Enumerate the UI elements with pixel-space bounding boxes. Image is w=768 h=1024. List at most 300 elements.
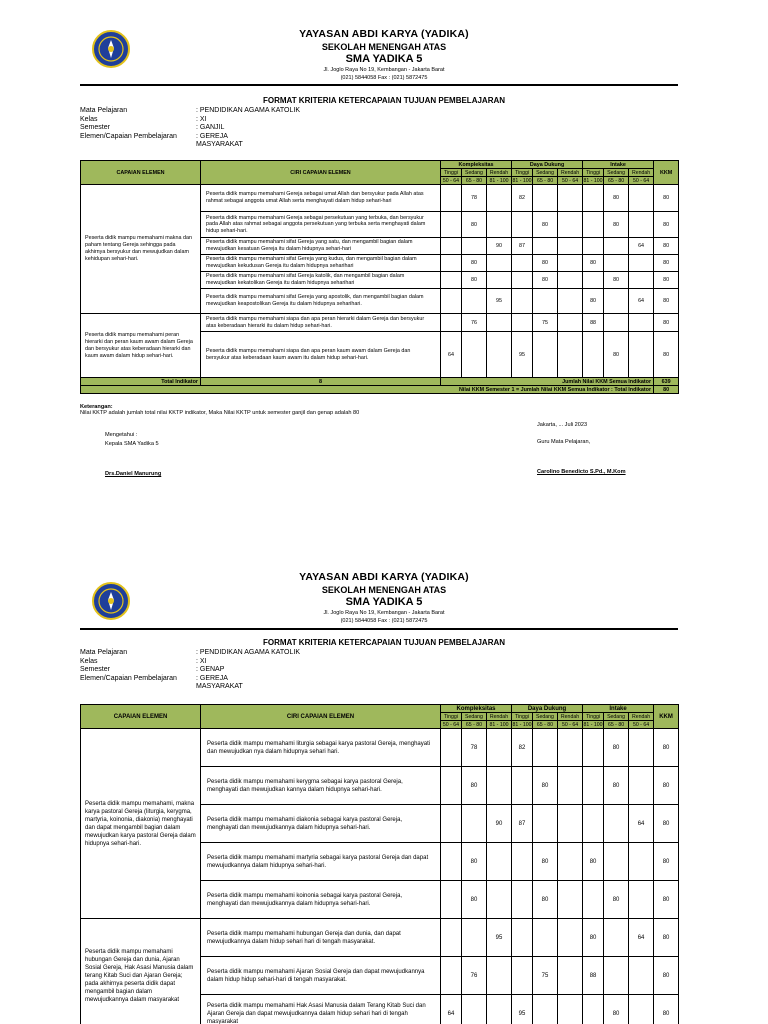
school-phone: (021) 5844058 Fax : (021) 5872475	[340, 75, 428, 81]
level-header: Rendah	[487, 713, 512, 721]
kkm-value-cell: 80	[654, 805, 679, 843]
range-header: 50 - 64	[558, 721, 583, 729]
meta-row	[80, 133, 496, 142]
level-header: Tinggi	[512, 713, 533, 721]
header-kompleksitas: Kompleksitas	[441, 705, 512, 713]
score-cell	[512, 843, 533, 881]
score-cell	[558, 805, 583, 843]
range-header: 65 - 80	[604, 721, 629, 729]
score-cell	[604, 805, 629, 843]
score-cell	[629, 767, 654, 805]
header-intake: Intake	[583, 705, 654, 713]
notes-text: Nilai KKTP adalah jumlah total nilai KKTP indikator, Maka Nilai KKTP untuk semester ganjil dan genap adalah 80	[80, 410, 360, 416]
score-cell	[604, 957, 629, 995]
meta-value: : XI	[196, 657, 207, 665]
meta-label: Elemen/Capaian Pembelajaran	[80, 132, 177, 140]
score-cell: 80	[604, 729, 629, 767]
score-cell	[441, 289, 462, 314]
meta-row	[80, 666, 496, 675]
score-cell: 82	[512, 185, 533, 212]
score-cell	[462, 332, 487, 378]
kkm-value-cell: 80	[654, 995, 679, 1024]
ciri-capaian-cell: Peserta didik mampu memahami sifat Gereja yang apostolik, dan mengambil bagian dalam mewujudkan keapostolikan Gereja itu dalam hidupnya seharihari.	[201, 289, 441, 314]
level-header: Tinggi	[583, 713, 604, 721]
total-indicator-label: Total Indikator	[81, 378, 201, 386]
score-cell	[487, 314, 512, 332]
range-header: 81 - 100	[583, 177, 603, 184]
level-header: Sedang	[462, 169, 487, 177]
form-title: FORMAT KRITERIA KETERCAPAIAN TUJUAN PEMBELAJARAN	[262, 96, 506, 105]
meta-value: : PENDIDIKAN AGAMA KATOLIK	[196, 649, 300, 656]
kkm-value-cell: 80	[654, 957, 679, 995]
score-cell: 78	[462, 185, 487, 212]
score-cell	[558, 314, 583, 332]
score-cell	[629, 185, 654, 212]
letterhead	[0, 28, 768, 81]
meta-label: Semester	[80, 666, 110, 674]
ciri-capaian-cell: Peserta didik mampu memahami sifat Gereja katolik, dan mengambil bagian dalam mewujudkan kekatolikan Gereja itu dalam hidupnya seharihari	[201, 272, 441, 289]
meta-row	[80, 683, 496, 692]
score-cell	[604, 255, 629, 272]
score-cell: 64	[629, 289, 654, 314]
notes-title: Keterangan:	[80, 404, 113, 410]
score-cell	[558, 729, 583, 767]
kkm-value-cell: 80	[654, 843, 679, 881]
semester-kkm-label: Nilai KKM Semester 1 = Jumlah Nilai KKM Semua Indikator : Total Indikator	[81, 386, 654, 394]
score-cell	[512, 919, 533, 957]
score-cell: 76	[462, 957, 487, 995]
score-cell	[512, 255, 533, 272]
range-header: 65 - 80	[533, 177, 558, 185]
kkm-value-cell: 80	[654, 729, 679, 767]
score-cell	[441, 805, 462, 843]
school-address: Jl. Joglo Raya No 19, Kembangan - Jakarta Barat	[323, 610, 445, 616]
score-cell	[558, 255, 583, 272]
meta-value: : GEREJA	[196, 674, 228, 682]
score-cell	[487, 957, 512, 995]
score-cell: 76	[462, 314, 487, 332]
meta-label: Mata Pelajaran	[80, 649, 128, 656]
school-address: Jl. Joglo Raya No 19, Kembangan - Jakarta Barat	[323, 67, 445, 73]
score-cell	[512, 314, 533, 332]
range-header: 65 - 80	[462, 721, 487, 729]
school-level: SEKOLAH MENENGAH ATAS	[321, 585, 447, 595]
teacher-name: Carolino Benedicto S.Pd., M.Kom	[537, 469, 626, 475]
level-header: Rendah	[558, 713, 583, 721]
score-cell	[558, 185, 583, 212]
score-cell	[629, 255, 654, 272]
score-cell	[558, 332, 583, 378]
score-cell	[487, 185, 512, 212]
meta-value: : GEREJA	[196, 132, 228, 140]
score-cell: 88	[583, 314, 604, 332]
score-cell	[533, 729, 558, 767]
score-cell	[441, 272, 462, 289]
score-cell: 87	[512, 805, 533, 843]
score-cell	[441, 212, 462, 238]
ciri-capaian-cell: Peserta didik mampu memahami diakonia sebagai karya pastoral Gereja, menghayati dan mewujudkannya dalam hidupnya sehari-hari.	[201, 805, 441, 843]
capaian-elemen-cell: Peserta didik mampu memahami makna dan paham tentang Gereja sehingga pada akhirnya bersyukur dan mewujudkan dalam kehidupan sehari-hari.	[81, 185, 201, 314]
score-cell: 64	[441, 332, 462, 378]
range-header: 81 - 100	[512, 177, 532, 184]
score-cell	[604, 843, 629, 881]
meta-row	[80, 107, 496, 116]
level-header: Sedang	[604, 713, 629, 721]
score-cell: 87	[512, 238, 533, 255]
score-cell	[487, 767, 512, 805]
meta-label	[80, 141, 196, 150]
kkm-value-cell: 80	[654, 289, 679, 314]
meta-value: MASYARAKAT	[196, 683, 243, 691]
score-cell	[462, 919, 487, 957]
foundation-name: YAYASAN ABDI KARYA (YADIKA)	[299, 28, 469, 40]
score-cell	[487, 995, 512, 1024]
score-cell: 80	[583, 843, 604, 881]
ciri-capaian-cell: Peserta didik mampu memahami Gereja sebagai umat Allah dan bersyukur pada Allah atas rahmat sebagai anggota umat Allah serta menghayati dalam hidup sehari-hari	[201, 185, 441, 212]
score-cell	[583, 238, 604, 255]
meta-label: Semester	[80, 124, 110, 132]
score-cell	[558, 767, 583, 805]
level-header: Tinggi	[512, 169, 533, 177]
header-divider	[80, 84, 678, 86]
level-header: Rendah	[487, 169, 512, 177]
ciri-capaian-cell: Peserta didik mampu memahami Hak Asasi Manusia dalam Terang Kitab Suci dan Ajaran Gereja dan dapat mewujudkannya dalam hidup sehari hari di tengah masyarakat	[201, 995, 441, 1024]
kkm-value-cell: 80	[654, 881, 679, 919]
score-cell	[533, 995, 558, 1024]
level-header: Tinggi	[441, 713, 462, 721]
score-cell	[583, 767, 604, 805]
score-cell: 95	[487, 919, 512, 957]
level-header: Sedang	[533, 169, 558, 177]
score-cell	[629, 881, 654, 919]
level-header: Rendah	[629, 713, 654, 721]
score-cell	[533, 238, 558, 255]
score-cell: 80	[583, 255, 604, 272]
header-kkm: KKM	[654, 161, 679, 185]
score-cell	[487, 272, 512, 289]
score-cell	[583, 212, 604, 238]
range-header: 81 - 100	[487, 177, 512, 185]
capaian-elemen-cell: Peserta didik mampu memahami hubungan Gereja dan dunia, Ajaran Sosial Gereja, Hak Asasi Manusia dalam terang Kitab Suci dan Ajaran Gereja; pada akhirnya peserta didik dapat mengambil bagian dalam mewujudkannya dalam masyarakat	[81, 919, 201, 1024]
score-cell: 64	[629, 805, 654, 843]
score-cell: 80	[604, 212, 629, 238]
score-cell	[441, 881, 462, 919]
range-header: 65 - 80	[533, 721, 558, 729]
score-cell	[462, 289, 487, 314]
header-daya-dukung: Daya Dukung	[512, 161, 583, 169]
range-header: 50 - 64	[441, 177, 462, 185]
score-cell	[487, 729, 512, 767]
kkm-table	[80, 160, 679, 394]
score-cell	[462, 238, 487, 255]
range-header: 50 - 64	[629, 721, 654, 729]
meta-label: Kelas	[80, 115, 98, 123]
score-cell	[441, 238, 462, 255]
ciri-capaian-cell: Peserta didik mampu memahami martyria sebagai karya pastoral Gereja dan dapat mewujudkannya dalam hidupnya sehari-hari.	[201, 843, 441, 881]
score-cell	[583, 185, 604, 212]
meta-label	[80, 683, 196, 692]
ciri-capaian-cell: Peserta didik mampu memahami Ajaran Sosial Gereja dan dapat mewujudkannya dalam hidup hidup sehari-hari di tengah masyarakat.	[201, 957, 441, 995]
score-cell	[558, 212, 583, 238]
score-cell: 64	[629, 919, 654, 957]
score-cell: 95	[487, 289, 512, 314]
ciri-capaian-cell: Peserta didik mampu memahami Gereja sebagai persekutuan yang terbuka, dan bersyukur pada Allah atas rahmat sebagai anggota persekutuan yang terbuka serta menghayati dalam hidup sehari-hari.	[201, 212, 441, 238]
subject-metadata	[80, 649, 496, 692]
header-kompleksitas: Kompleksitas	[441, 161, 512, 169]
score-cell	[462, 995, 487, 1024]
score-cell	[533, 185, 558, 212]
header-capaian: CAPAIAN ELEMEN	[81, 161, 201, 185]
kkm-value-cell: 80	[654, 332, 679, 378]
level-header: Sedang	[533, 713, 558, 721]
meta-label: Kelas	[80, 657, 98, 665]
score-cell	[487, 881, 512, 919]
meta-value: : GENAP	[196, 666, 225, 674]
score-cell	[441, 843, 462, 881]
ciri-capaian-cell: Peserta didik mampu memahami sifat Gereja yang satu, dan mengambil bagian dalam mewujudkan kesatuan Gereja itu dalam hidupnya sehari-hari	[201, 238, 441, 255]
range-header: 81 - 100	[583, 721, 603, 728]
score-cell	[604, 289, 629, 314]
score-cell	[512, 767, 533, 805]
header-daya-dukung: Daya Dukung	[512, 705, 583, 713]
meta-row	[80, 658, 496, 667]
score-cell: 80	[604, 767, 629, 805]
ciri-capaian-cell: Peserta didik mampu memahami sifat Gereja yang kudus, dan mengambil bagian dalam mewujudkan kekudusan Gereja itu dalam hidupnya seharihari	[201, 255, 441, 272]
ciri-capaian-cell: Peserta didik mampu memahami koinonia sebagai karya pastoral Gereja, menghayati dan mewujudkannya dalam hidupnya sehari-hari.	[201, 881, 441, 919]
score-cell	[487, 332, 512, 378]
score-cell	[558, 238, 583, 255]
score-cell	[629, 729, 654, 767]
score-cell	[487, 212, 512, 238]
table-row	[81, 185, 679, 212]
score-cell: 80	[462, 272, 487, 289]
score-cell: 75	[533, 314, 558, 332]
meta-row	[80, 649, 496, 658]
score-cell	[441, 185, 462, 212]
capaian-elemen-cell: Peserta didik mampu memahami peran hierarki dan peran kaum awam dalam Gereja dan bersyukur atas keberadaan hierarki dan kaum awam dalam hidup sehari-hari.	[81, 314, 201, 378]
signing-date: Jakarta, ... Juli 2023	[537, 422, 588, 428]
meta-label: Elemen/Capaian Pembelajaran	[80, 674, 177, 682]
score-cell	[583, 729, 604, 767]
header-intake: Intake	[583, 161, 654, 169]
score-cell	[629, 957, 654, 995]
score-cell: 80	[462, 881, 487, 919]
meta-value: : GANJIL	[196, 124, 225, 132]
score-cell: 80	[604, 332, 629, 378]
range-header: 65 - 80	[604, 177, 629, 185]
score-cell	[629, 314, 654, 332]
score-cell	[629, 272, 654, 289]
meta-row	[80, 116, 496, 125]
score-cell: 64	[441, 995, 462, 1024]
score-cell: 80	[604, 881, 629, 919]
table-row	[81, 919, 679, 957]
score-cell	[558, 881, 583, 919]
teacher-signature	[537, 422, 626, 475]
kkm-value-cell: 80	[654, 212, 679, 238]
kkm-table	[80, 704, 679, 1024]
meta-value: MASYARAKAT	[196, 141, 243, 149]
capaian-elemen-cell: Peserta didik mampu memahami, makna karya pastoral Gereja (liturgia, kerygma, martyria, koinonia, diakonia) menghayati dan dapat mengambil bagian dalam mewujudkan karya pastoral Gereja dalam hidupnya sehari-hari.	[81, 729, 201, 919]
principal-ack: Mengetahui :	[105, 432, 138, 438]
header-ciri: CIRI CAPAIAN ELEMEN	[201, 705, 441, 729]
score-cell	[629, 843, 654, 881]
score-cell	[583, 881, 604, 919]
score-cell: 82	[512, 729, 533, 767]
score-cell	[583, 805, 604, 843]
principal-signature	[105, 432, 161, 477]
score-cell: 80	[604, 272, 629, 289]
level-header: Sedang	[604, 169, 629, 177]
score-cell: 80	[604, 995, 629, 1024]
score-cell: 95	[512, 995, 533, 1024]
ciri-capaian-cell: Peserta didik mampu memahami kerygma sebagai karya pastoral Gereja, menghayati dan mewujudkan kannya dalam hidupnya sehari-hari.	[201, 767, 441, 805]
score-cell	[512, 957, 533, 995]
score-cell: 88	[583, 957, 604, 995]
range-header: 50 - 64	[441, 721, 462, 729]
score-cell: 80	[604, 185, 629, 212]
score-cell	[512, 272, 533, 289]
kkm-value-cell: 80	[654, 238, 679, 255]
school-level: SEKOLAH MENENGAH ATAS	[321, 42, 447, 52]
notes	[80, 404, 359, 416]
level-header: Rendah	[558, 169, 583, 177]
score-cell: 80	[462, 767, 487, 805]
score-cell	[512, 212, 533, 238]
ciri-capaian-cell: Peserta didik mampu memahami siapa dan apa peran kaum awam dalam Gereja dan bersyukur atas keberadaan kaum awam itu dalam hidup sehari-hari.	[201, 332, 441, 378]
foundation-name: YAYASAN ABDI KARYA (YADIKA)	[299, 571, 469, 583]
score-cell	[583, 995, 604, 1024]
school-name: SMA YADIKA 5	[345, 596, 423, 608]
range-header: 50 - 64	[558, 177, 583, 185]
document-page-2	[0, 540, 768, 1024]
score-cell: 64	[629, 238, 654, 255]
score-cell: 78	[462, 729, 487, 767]
level-header: Tinggi	[583, 169, 604, 177]
score-cell: 80	[533, 881, 558, 919]
level-header: Sedang	[462, 713, 487, 721]
score-cell	[558, 843, 583, 881]
school-phone: (021) 5844058 Fax : (021) 5872475	[340, 618, 428, 624]
kkm-value-cell: 80	[654, 185, 679, 212]
kkm-value-cell: 80	[654, 272, 679, 289]
meta-row	[80, 675, 496, 684]
score-cell: 95	[512, 332, 533, 378]
score-cell	[487, 843, 512, 881]
form-title: FORMAT KRITERIA KETERCAPAIAN TUJUAN PEMBELAJARAN	[262, 638, 506, 647]
range-header: 81 - 100	[487, 721, 512, 729]
score-cell	[533, 289, 558, 314]
kkm-value-cell: 80	[654, 255, 679, 272]
score-cell: 80	[462, 212, 487, 238]
score-cell	[441, 919, 462, 957]
score-cell	[512, 881, 533, 919]
score-cell	[533, 919, 558, 957]
score-cell: 75	[533, 957, 558, 995]
score-cell	[558, 289, 583, 314]
score-cell: 80	[583, 919, 604, 957]
meta-row	[80, 141, 496, 150]
meta-row	[80, 124, 496, 133]
score-cell	[441, 767, 462, 805]
score-cell	[462, 805, 487, 843]
letterhead	[0, 571, 768, 624]
score-cell: 80	[583, 289, 604, 314]
score-cell	[629, 995, 654, 1024]
range-header: 50 - 64	[629, 177, 654, 185]
school-name: SMA YADIKA 5	[345, 53, 423, 65]
total-indicator-value: 8	[201, 378, 441, 386]
score-cell: 80	[533, 272, 558, 289]
range-header: 65 - 80	[462, 177, 487, 185]
score-cell: 90	[487, 238, 512, 255]
score-cell: 80	[462, 255, 487, 272]
score-cell: 90	[487, 805, 512, 843]
score-cell	[441, 314, 462, 332]
ciri-capaian-cell: Peserta didik mampu memahami siapa dan apa peran hierarki dalam Gereja dan bersyukur atas keberadaan hierarki itu dalam hidup sehari-hari.	[201, 314, 441, 332]
meta-value: : XI	[196, 115, 207, 123]
ciri-capaian-cell: Peserta didik mampu memahami hubungan Gereja dan dunia, dan dapat mewujudkannya dalam hidup sehari hari di tengah masyarakat.	[201, 919, 441, 957]
kkm-value-cell: 80	[654, 919, 679, 957]
score-cell: 80	[533, 843, 558, 881]
score-cell	[558, 957, 583, 995]
principal-name: Drs.Daniel Manurung	[105, 471, 162, 477]
score-cell: 80	[462, 843, 487, 881]
score-cell	[604, 238, 629, 255]
score-cell	[558, 272, 583, 289]
teacher-title: Guru Mata Pelajaran,	[537, 439, 591, 445]
score-cell	[512, 289, 533, 314]
score-cell	[558, 995, 583, 1024]
score-cell	[441, 957, 462, 995]
header-divider	[80, 628, 678, 630]
score-cell	[533, 332, 558, 378]
range-header: 81 - 100	[512, 721, 532, 728]
level-header: Rendah	[629, 169, 654, 177]
table-row	[81, 729, 679, 767]
kkm-value-cell: 80	[654, 767, 679, 805]
meta-value: : PENDIDIKAN AGAMA KATOLIK	[196, 107, 300, 114]
header-kkm: KKM	[654, 705, 679, 729]
principal-title: Kepala SMA Yadika 5	[105, 441, 159, 447]
level-header: Tinggi	[441, 169, 462, 177]
table-row	[81, 314, 679, 332]
meta-label: Mata Pelajaran	[80, 107, 128, 114]
score-cell	[604, 919, 629, 957]
score-cell: 80	[533, 255, 558, 272]
score-cell: 80	[533, 212, 558, 238]
score-cell	[583, 332, 604, 378]
ciri-capaian-cell: Peserta didik mampu memahami liturgia sebagai karya pastoral Gereja, menghayati dan mewujudkan nya dalam hidupnya sehari hari.	[201, 729, 441, 767]
score-cell	[487, 255, 512, 272]
score-cell	[583, 272, 604, 289]
score-cell	[441, 729, 462, 767]
header-ciri: CIRI CAPAIAN ELEMEN	[201, 161, 441, 185]
kkm-sum-label: Jumlah Nilai KKM Semua Indikator	[441, 378, 654, 386]
score-cell	[441, 255, 462, 272]
semester-kkm-value: 80	[654, 386, 679, 394]
score-cell	[629, 212, 654, 238]
score-cell	[604, 314, 629, 332]
kkm-sum-value: 639	[654, 378, 679, 386]
subject-metadata	[80, 107, 496, 150]
header-capaian: CAPAIAN ELEMEN	[81, 705, 201, 729]
score-cell: 80	[533, 767, 558, 805]
score-cell	[533, 805, 558, 843]
score-cell	[558, 919, 583, 957]
kkm-value-cell: 80	[654, 314, 679, 332]
score-cell	[629, 332, 654, 378]
